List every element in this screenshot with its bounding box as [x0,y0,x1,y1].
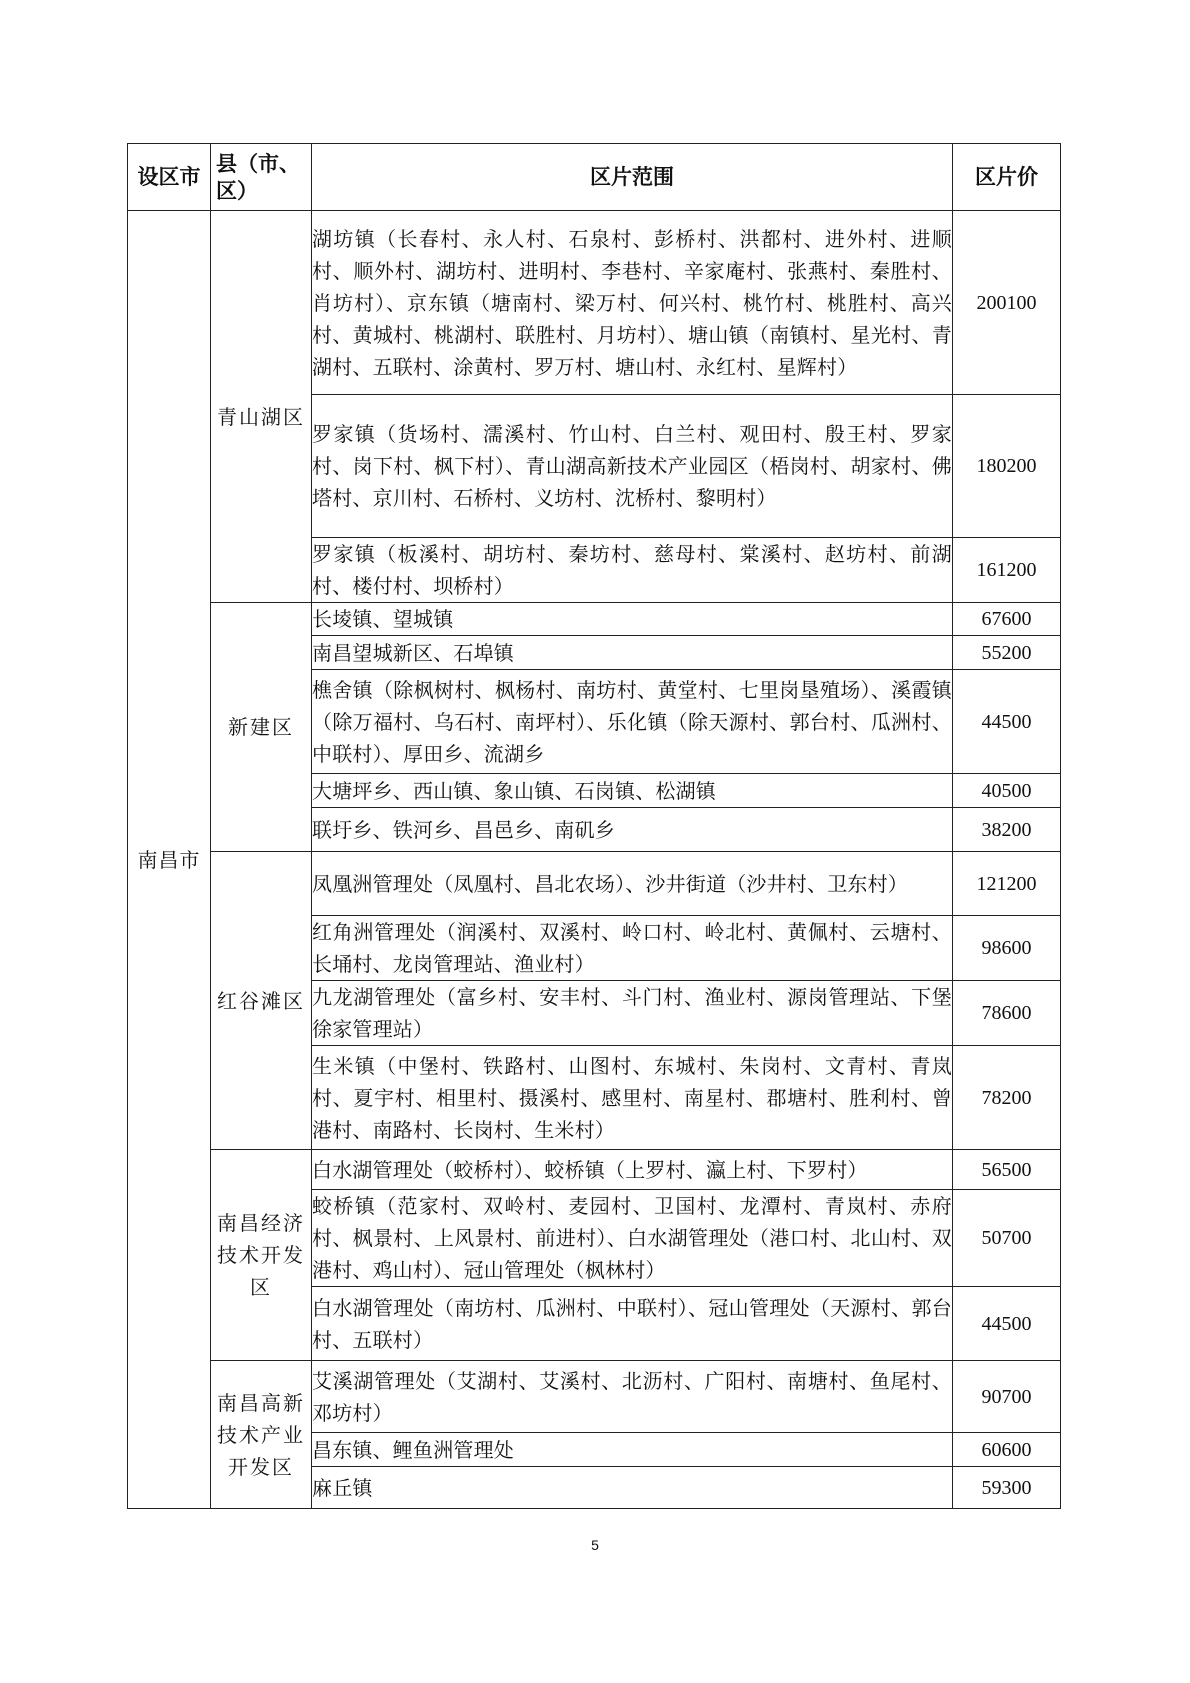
table-row [128,852,1061,916]
range-cell: 樵舍镇（除枫树村、枫杨村、南坊村、黄堂村、七里岗垦殖场）、溪霞镇（除万福村、乌石村、南坪村）、乐化镇（除天源村、郭台村、瓜洲村、中联村）、厚田乡、流湖乡 [312,670,953,774]
price-cell: 44500 [953,1287,1061,1361]
price-cell: 90700 [953,1361,1061,1433]
range-cell: 联圩乡、铁河乡、昌邑乡、南矶乡 [312,808,953,852]
price-cell: 56500 [953,1150,1061,1190]
header-county: 县（市、区） [211,144,312,211]
price-cell: 200100 [953,211,1061,395]
range-cell: 大塘坪乡、西山镇、象山镇、石岗镇、松湖镇 [312,774,953,808]
city-cell: 南昌市 [128,211,211,1509]
range-cell: 艾溪湖管理处（艾湖村、艾溪村、北沥村、广阳村、南塘村、鱼尾村、邓坊村） [312,1361,953,1433]
price-cell: 40500 [953,774,1061,808]
table-row [128,1361,1061,1433]
price-cell: 60600 [953,1433,1061,1467]
price-cell: 44500 [953,670,1061,774]
county-cell: 青山湖区 [211,211,312,603]
page-number: 5 [591,1537,599,1553]
table-row [128,603,1061,636]
range-cell: 白水湖管理处（南坊村、瓜洲村、中联村）、冠山管理处（天源村、郭台村、五联村） [312,1287,953,1361]
county-cell: 南昌经济技术开发区 [211,1150,312,1361]
header-range: 区片范围 [312,144,953,211]
price-cell: 180200 [953,395,1061,538]
range-cell: 昌东镇、鲤鱼洲管理处 [312,1433,953,1467]
price-cell: 78600 [953,981,1061,1046]
price-cell: 98600 [953,916,1061,981]
price-cell: 121200 [953,852,1061,916]
range-cell: 九龙湖管理处（富乡村、安丰村、斗门村、渔业村、源岗管理站、下堡徐家管理站） [312,981,953,1046]
header-price: 区片价 [953,144,1061,211]
price-cell: 50700 [953,1190,1061,1287]
range-cell: 长堎镇、望城镇 [312,603,953,636]
range-cell: 红角洲管理处（润溪村、双溪村、岭口村、岭北村、黄佩村、云塘村、长埇村、龙岗管理站、渔业村） [312,916,953,981]
county-cell: 南昌高新技术产业开发区 [211,1361,312,1509]
table-row [128,211,1061,395]
price-cell: 78200 [953,1046,1061,1150]
price-cell: 161200 [953,538,1061,603]
header-city: 设区市 [128,144,211,211]
land-price-table [127,143,1061,1509]
price-cell: 67600 [953,603,1061,636]
range-cell: 南昌望城新区、石埠镇 [312,636,953,670]
range-cell: 湖坊镇（长春村、永人村、石泉村、彭桥村、洪都村、进外村、进顺村、顺外村、湖坊村、进明村、李巷村、辛家庵村、张燕村、秦胜村、肖坊村）、京东镇（塘南村、梁万村、何兴村、桃竹村、桃胜村、高兴村、黄城村、桃湖村、联胜村、月坊村）、塘山镇（南镇村、星光村、青湖村、五联村、涂黄村、罗万村、塘山村、永红村、星辉村） [312,211,953,395]
price-cell: 55200 [953,636,1061,670]
county-cell: 新建区 [211,603,312,852]
range-cell: 白水湖管理处（蛟桥村）、蛟桥镇（上罗村、瀛上村、下罗村） [312,1150,953,1190]
range-cell: 凤凰洲管理处（凤凰村、昌北农场）、沙井街道（沙井村、卫东村） [312,852,953,916]
range-cell: 麻丘镇 [312,1467,953,1509]
range-cell: 生米镇（中堡村、铁路村、山图村、东城村、朱岗村、文青村、青岚村、夏宇村、相里村、摄溪村、感里村、南星村、郡塘村、胜利村、曾港村、南路村、长岗村、生米村） [312,1046,953,1150]
header-row [128,144,1061,211]
price-cell: 59300 [953,1467,1061,1509]
range-cell: 罗家镇（板溪村、胡坊村、秦坊村、慈母村、棠溪村、赵坊村、前湖村、楼付村、坝桥村） [312,538,953,603]
range-cell: 蛟桥镇（范家村、双岭村、麦园村、卫国村、龙潭村、青岚村、赤府村、枫景村、上风景村、前进村）、白水湖管理处（港口村、北山村、双港村、鸡山村）、冠山管理处（枫林村） [312,1190,953,1287]
table-row [128,1150,1061,1190]
price-cell: 38200 [953,808,1061,852]
county-cell: 红谷滩区 [211,852,312,1150]
range-cell: 罗家镇（货场村、濡溪村、竹山村、白兰村、观田村、殷王村、罗家村、岗下村、枫下村）、青山湖高新技术产业园区（梧岗村、胡家村、佛塔村、京川村、石桥村、义坊村、沈桥村、黎明村） [312,395,953,538]
